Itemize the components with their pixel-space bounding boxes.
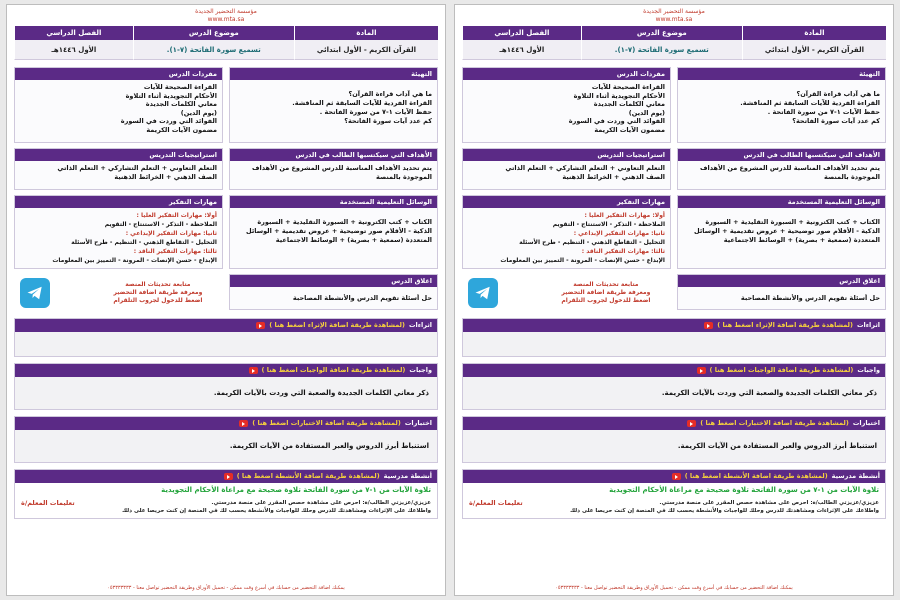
homework-body: ذكر معاني الكلمات الجديدة والصعبة التي وردت بالآيات الكريمة.: [463, 377, 885, 409]
vocab-title: مفردات الدرس: [463, 68, 670, 80]
intro-title: التهيئة: [678, 68, 885, 80]
text-line: حفظ الآيات ١-٧ من سورة الفاتحة .: [767, 108, 880, 116]
text-line: (يوم الدين): [180, 108, 217, 117]
aids-box: [677, 195, 886, 269]
left-column: [14, 67, 223, 312]
enrich-header[interactable]: [463, 319, 885, 332]
text-line: عزيزي/عزيزتي الطالب/ة: احرص على مشاهدة حصص المقرر على منصة مدرستي.: [659, 500, 879, 506]
telegram-text[interactable]: [547, 281, 665, 305]
website-link[interactable]: www.mta.sa: [207, 16, 245, 23]
enrich-title: اثراءات: [856, 321, 880, 329]
tests-title: اختبارات: [404, 419, 432, 427]
activity-title: أنشطة مدرسية: [831, 472, 880, 480]
objectives-body: [230, 161, 437, 189]
thinking-box: [462, 195, 671, 269]
topic-value: تسميع سورة الفاتحة (٧-١).: [133, 40, 294, 60]
skill-line: الإبداع - حسن الإنصات - المرونة - التمييز بين المعلومات: [500, 257, 665, 264]
org-name: مؤسسة التحضير الجديدة: [643, 8, 705, 15]
text-line: مضمون الآيات الكريمة: [146, 125, 217, 134]
aids-box: [229, 195, 438, 269]
topic-label: موضوع الدرس: [133, 26, 294, 40]
text-line: المتعددة (سمعية + بصرية) + الوسائط الاجتماعية: [275, 236, 432, 244]
closing-body: [678, 287, 885, 309]
notes-text: [122, 499, 431, 515]
tests-section: [462, 416, 886, 463]
right-column: [677, 67, 886, 312]
subject-label: المادة: [294, 26, 438, 40]
text-line: يتم تحديد الأهداف المناسبة للدرس المشروع من الأهداف: [251, 164, 432, 172]
intro-box: [229, 67, 438, 143]
text-line: عزيزي/عزيزتي الطالب/ة: احرص على مشاهدة حصص المقرر على منصة مدرستي.: [211, 500, 431, 506]
text-line: القراءة الفردية للآيات السابقة ثم المناقشة.: [740, 99, 880, 107]
closing-title: اغلاق الدرس: [230, 275, 437, 287]
teacher-notes: [15, 497, 437, 518]
left-column: [462, 67, 671, 312]
vocab-body: [15, 80, 222, 142]
aids-title: الوسائل التعليمية المستخدمة: [230, 196, 437, 208]
teacher-notes: [463, 497, 885, 518]
website-link[interactable]: www.mta.sa: [655, 16, 693, 23]
youtube-icon[interactable]: [224, 473, 233, 480]
strategies-body: [463, 161, 670, 189]
intro-body: [230, 80, 437, 142]
text-line: ما هي آداب قراءة القرآن؟: [796, 90, 880, 98]
right-column: [229, 67, 438, 312]
text-line: واطلاعك على الإثراءات ومشاهدتك للدرس وحلك للواجبات والأنشطة يحسب لك في المنصة إن كنت حريصا على ذلك: [570, 508, 879, 514]
text-line: الموجودة بالمنصة: [376, 173, 432, 181]
strategies-body: [15, 161, 222, 189]
page-footer: يمكنك اضافة التحضير من حسابك في أسرع وقت ممكن - تحميل الأوراق وطريقة التحضير تواصل معنا - ٠٥٣٣٣٣٣٣٣: [555, 585, 793, 591]
closing-box: [229, 274, 438, 310]
enrich-title: اثراءات: [408, 321, 432, 329]
subject-label: المادة: [742, 26, 886, 40]
enrich-section: [462, 318, 886, 357]
text-line: الكتاب + كتب الكترونية + السبورة التقليدية + السبورة: [705, 218, 880, 226]
activity-header[interactable]: [463, 470, 885, 483]
activity-header[interactable]: [15, 470, 437, 483]
text-line: متابعة تحديثات المنصة: [573, 281, 639, 288]
vocab-box: [462, 67, 671, 143]
telegram-text[interactable]: [99, 281, 217, 305]
text-line: الكتاب + كتب الكترونية + السبورة التقليدية + السبورة: [257, 218, 432, 226]
text-line: متابعة تحديثات المنصة: [125, 281, 191, 288]
tests-body: استنباط أبرز الدروس والعبر المستفادة من الآيات الكريمة.: [15, 430, 437, 462]
objectives-title: الأهداف التي سيكتسبها الطالب في الدرس: [678, 149, 885, 161]
enrich-header[interactable]: [15, 319, 437, 332]
vocab-box: [14, 67, 223, 143]
thinking-box: [14, 195, 223, 269]
enrich-section: [14, 318, 438, 357]
text-line: اضغط للدخول لجروب التلقرام: [113, 297, 203, 304]
text-line: واطلاعك على الإثراءات ومشاهدتك للدرس وحلك للواجبات والأنشطة يحسب لك في المنصة إن كنت حريصا على ذلك: [122, 508, 431, 514]
text-line: الصف الذهني + الخرائط الذهنية: [562, 173, 665, 181]
text-line: ومعرفة طريقة اضافة التحضير: [113, 289, 203, 296]
intro-title: التهيئة: [230, 68, 437, 80]
vocab-title: مفردات الدرس: [15, 68, 222, 80]
text-line: الأحكام التجويدية أثناء التلاوة: [573, 91, 665, 100]
homework-header[interactable]: [463, 364, 885, 377]
tests-header[interactable]: [15, 417, 437, 430]
activity-section: [462, 469, 886, 519]
homework-body: ذكر معاني الكلمات الجديدة والصعبة التي وردت بالآيات الكريمة.: [15, 377, 437, 409]
text-line: ومعرفة طريقة اضافة التحضير: [561, 289, 651, 296]
topic-label: موضوع الدرس: [581, 26, 742, 40]
telegram-promo[interactable]: [462, 274, 671, 312]
strategies-title: استراتيجيات التدريس: [15, 149, 222, 161]
text-line: حل أسئلة تقويم الدرس والأنشطة المصاحبة: [292, 294, 432, 302]
telegram-promo[interactable]: [14, 274, 223, 312]
objectives-box: [229, 148, 438, 190]
text-line: المتعددة (سمعية + بصرية) + الوسائط الاجتماعية: [723, 236, 880, 244]
info-values-row: [462, 40, 886, 60]
subject-value: القرآن الكريم - الأول ابتدائي: [294, 40, 438, 60]
text-line: الفوائد التي وردت في السورة: [568, 117, 665, 126]
enrich-link[interactable]: (لمشاهدة طريقة اضافة الإثراء اضغط هنا ): [717, 321, 853, 329]
activity-section: [14, 469, 438, 519]
homework-header[interactable]: [15, 364, 437, 377]
text-line: معاني الكلمات الجديدة: [145, 100, 217, 109]
text-line: معاني الكلمات الجديدة: [593, 100, 665, 109]
youtube-icon[interactable]: [687, 420, 696, 427]
skill-heading: أولا: مهارات التفكير العليا :: [584, 212, 665, 219]
youtube-icon[interactable]: [239, 420, 248, 427]
aids-body: [230, 208, 437, 268]
semester-value: الأول ١٤٤٦هـ: [462, 40, 581, 60]
skill-line: الملاحظة - التذكر - الاستنتاج - التقويم: [552, 221, 665, 228]
homework-section: [14, 363, 438, 410]
text-line: الصف الذهني + الخرائط الذهنية: [114, 173, 217, 181]
text-line: التعلم التعاوني + التعلم التشاركي + التعلم الذاتي: [505, 164, 665, 172]
semester-value: الأول ١٤٤٦هـ: [14, 40, 133, 60]
text-line: القراءة الفردية للآيات السابقة ثم المناقشة.: [292, 99, 432, 107]
notes-text: [570, 499, 879, 515]
tests-title: اختبارات: [852, 419, 880, 427]
telegram-icon[interactable]: [468, 278, 498, 308]
objectives-box: [677, 148, 886, 190]
intro-body: [678, 80, 885, 142]
text-line: مضمون الآيات الكريمة: [594, 125, 665, 134]
homework-link[interactable]: (لمشاهدة طريقة اضافة الواجبات اضغط هنا ): [709, 366, 854, 374]
skill-heading: ثالثا: مهارات التفكير الناقد :: [581, 248, 665, 255]
vocab-body: [463, 80, 670, 142]
skill-line: التحليل - التقاطع الذهني - التنظيم - طرح الأسئلة: [519, 239, 665, 246]
notes-label: تعليمات المعلم/ة: [469, 499, 523, 507]
text-line: الفوائد التي وردت في السورة: [120, 117, 217, 126]
text-line: (يوم الدين): [628, 108, 665, 117]
youtube-icon[interactable]: [256, 322, 265, 329]
tests-link[interactable]: (لمشاهدة طريقة اضافة الاختبارات اضغط هنا ): [252, 419, 401, 427]
homework-link[interactable]: (لمشاهدة طريقة اضافة الواجبات اضغط هنا ): [261, 366, 406, 374]
tests-link[interactable]: (لمشاهدة طريقة اضافة الاختبارات اضغط هنا ): [700, 419, 849, 427]
text-line: الأحكام التجويدية أثناء التلاوة: [125, 91, 217, 100]
text-line: القراءة الصحيحة للآيات: [143, 83, 217, 91]
text-line: ما هي آداب قراءة القرآن؟: [348, 90, 432, 98]
telegram-icon[interactable]: [20, 278, 50, 308]
skill-line: الملاحظة - التذكر - الاستنتاج - التقويم: [104, 221, 217, 228]
enrich-body: [15, 332, 437, 356]
youtube-icon[interactable]: [704, 322, 713, 329]
closing-box: [677, 274, 886, 310]
skill-line: الإبداع - حسن الإنصات - المرونة - التمييز بين المعلومات: [52, 257, 217, 264]
thinking-body: [463, 208, 670, 268]
homework-title: واجبات: [857, 366, 880, 374]
intro-box: [677, 67, 886, 143]
text-line: الموجودة بالمنصة: [824, 173, 880, 181]
info-header-row: [462, 26, 886, 40]
text-line: حل أسئلة تقويم الدرس والأنشطة المصاحبة: [740, 294, 880, 302]
strategies-box: [14, 148, 223, 190]
closing-body: [230, 287, 437, 309]
closing-title: اغلاق الدرس: [678, 275, 885, 287]
skill-line: التحليل - التقاطع الذهني - التنظيم - طرح الأسئلة: [71, 239, 217, 246]
text-line: القراءة الصحيحة للآيات: [591, 83, 665, 91]
lesson-page-2: [454, 4, 894, 596]
youtube-icon[interactable]: [249, 367, 258, 374]
text-line: اضغط للدخول لجروب التلقرام: [561, 297, 651, 304]
info-header-row: [14, 26, 438, 40]
lesson-grid: [462, 67, 886, 312]
text-line: كم عدد آيات سورة الفاتحة؟: [344, 117, 432, 125]
skill-heading: ثالثا: مهارات التفكير الناقد :: [133, 248, 217, 255]
skill-heading: ثانيا: مهارات التفكير الإبداعي :: [125, 230, 217, 237]
text-line: كم عدد آيات سورة الفاتحة؟: [792, 117, 880, 125]
tests-header[interactable]: [463, 417, 885, 430]
thinking-body: [15, 208, 222, 268]
activity-title: أنشطة مدرسية: [383, 472, 432, 480]
info-values-row: [14, 40, 438, 60]
activity-task: تلاوة الآيات من ١-٧ من سورة الفاتحة تلاوة صحيحة مع مراعاة الأحكام التجويدية: [609, 486, 879, 494]
text-line: الذكية - الأقلام صور توضيحية + عروض تقديمية + الوسائل: [246, 227, 432, 235]
semester-label: الفصل الدراسي: [462, 26, 581, 40]
org-name: مؤسسة التحضير الجديدة: [195, 8, 257, 15]
text-line: حفظ الآيات ١-٧ من سورة الفاتحة .: [319, 108, 432, 116]
skill-heading: ثانيا: مهارات التفكير الإبداعي :: [573, 230, 665, 237]
page-footer: يمكنك اضافة التحضير من حسابك في أسرع وقت ممكن - تحميل الأوراق وطريقة التحضير تواصل معنا - ٠٥٣٣٣٣٣٣٣: [107, 585, 345, 591]
activity-link[interactable]: (لمشاهدة طريقة اضافة الأنشطة اضغط هنا ): [236, 472, 380, 480]
strategies-box: [462, 148, 671, 190]
enrich-link[interactable]: (لمشاهدة طريقة اضافة الإثراء اضغط هنا ): [269, 321, 405, 329]
objectives-title: الأهداف التي سيكتسبها الطالب في الدرس: [230, 149, 437, 161]
subject-value: القرآن الكريم - الأول ابتدائي: [742, 40, 886, 60]
text-line: الذكية - الأقلام صور توضيحية + عروض تقديمية + الوسائل: [694, 227, 880, 235]
topic-value: تسميع سورة الفاتحة (٧-١).: [581, 40, 742, 60]
strategies-title: استراتيجيات التدريس: [463, 149, 670, 161]
activity-task: تلاوة الآيات من ١-٧ من سورة الفاتحة تلاوة صحيحة مع مراعاة الأحكام التجويدية: [161, 486, 431, 494]
homework-title: واجبات: [409, 366, 432, 374]
aids-body: [678, 208, 885, 268]
skill-heading: أولا: مهارات التفكير العليا :: [136, 212, 217, 219]
thinking-title: مهارات التفكير: [15, 196, 222, 208]
objectives-body: [678, 161, 885, 189]
tests-section: [14, 416, 438, 463]
lesson-page-1: [6, 4, 446, 596]
youtube-icon[interactable]: [697, 367, 706, 374]
thinking-title: مهارات التفكير: [463, 196, 670, 208]
lesson-grid: [14, 67, 438, 312]
semester-label: الفصل الدراسي: [14, 26, 133, 40]
aids-title: الوسائل التعليمية المستخدمة: [678, 196, 885, 208]
text-line: التعلم التعاوني + التعلم التشاركي + التعلم الذاتي: [57, 164, 217, 172]
activity-link[interactable]: (لمشاهدة طريقة اضافة الأنشطة اضغط هنا ): [684, 472, 828, 480]
text-line: يتم تحديد الأهداف المناسبة للدرس المشروع من الأهداف: [699, 164, 880, 172]
notes-label: تعليمات المعلم/ة: [21, 499, 75, 507]
enrich-body: [463, 332, 885, 356]
youtube-icon[interactable]: [672, 473, 681, 480]
tests-body: استنباط أبرز الدروس والعبر المستفادة من الآيات الكريمة.: [463, 430, 885, 462]
homework-section: [462, 363, 886, 410]
